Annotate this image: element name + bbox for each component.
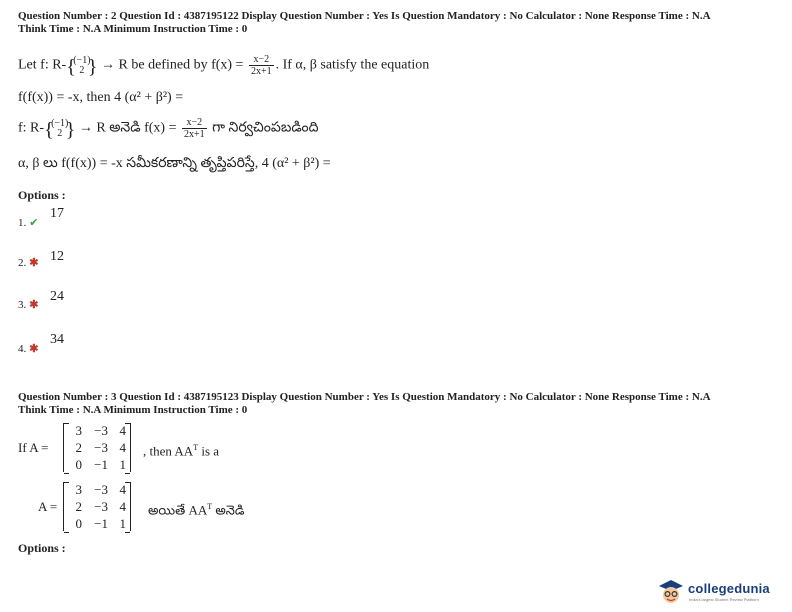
q3-te-lhs: A =: [38, 499, 58, 514]
q2-option-3-number: 3. ✱: [18, 299, 39, 311]
q2-te-mid: → R అనెడి f(x) =: [75, 120, 180, 136]
q2-option-3-value[interactable]: 24: [50, 289, 64, 304]
q2-option-4-number: 4. ✱: [18, 343, 39, 355]
q3-te-rhs: అయితే $AA^T$ అనెడి: [148, 502, 245, 518]
logo-wordmark: collegedunia: [688, 581, 770, 596]
q2-options-label: Options :: [18, 188, 66, 202]
q2-te-fraction: $\frac{x-2}{2x+1}$: [183, 117, 205, 140]
q2-option-1-number: 1. ✔: [18, 217, 39, 229]
wrong-mark-icon: ✱: [29, 343, 39, 355]
q2-option-2-value[interactable]: 12: [50, 249, 64, 264]
q2-en-prefix: Let f: R-: [18, 57, 67, 73]
collegedunia-logo: [656, 577, 786, 607]
q2-english-line1: [18, 54, 429, 77]
q2-option-4-value[interactable]: 34: [50, 332, 64, 347]
q2-header-line2: Think Time : N.A Minimum Instruction Time : 0: [18, 23, 248, 35]
correct-check-icon: ✔: [29, 217, 39, 229]
q3-matrix-english: 3 −3 4 2 −3 4 0 −1 1: [63, 423, 131, 472]
q2-excluded-set: { (−1) 2 }: [66, 56, 97, 76]
q2-english-line2: f(f(x)) = -x, then 4 (α² + β²) =: [18, 90, 184, 105]
q2-option-1-value[interactable]: 17: [50, 206, 64, 221]
graduate-mascot-icon: [656, 577, 686, 607]
q3-matrix-telugu: 3 −3 4 2 −3 4 0 −1 1: [63, 482, 131, 531]
q2-en-suffix: . If α, β satisfy the equation: [275, 57, 430, 73]
q3-header-line2: Think Time : N.A Minimum Instruction Time : 0: [18, 404, 248, 416]
q3-options-label: Options :: [18, 541, 66, 555]
q3-header-line1: Question Number : 3 Question Id : 4387195123 Display Question Number : Yes Is Question Mandatory : No Calculator : None Response Time : N.A: [18, 391, 711, 403]
q2-te-suffix: గా నిర్వచింపబడింది: [208, 120, 319, 136]
q3-en-lhs: If A =: [18, 440, 49, 455]
wrong-mark-icon: ✱: [29, 299, 39, 311]
q2-header-line1: Question Number : 2 Question Id : 4387195122 Display Question Number : Yes Is Question Mandatory : No Calculator : None Response Time : N.A: [18, 10, 711, 22]
q2-fraction: $\frac{x-2}{2x+1}$: [250, 54, 272, 77]
logo-tagline: India's largest Student Review Platform: [689, 597, 759, 602]
q2-telugu-line1: [18, 117, 318, 140]
q2-telugu-line2: α, β లు f(f(x)) = -x సమీకరణాన్ని తృప్తిపరిస్తే, 4 (α² + β²) =: [18, 156, 331, 171]
q2-en-mid: → R be defined by f(x) =: [97, 57, 247, 73]
q2-te-prefix: f: R-: [18, 120, 45, 136]
q2-option-2-number: 2. ✱: [18, 257, 39, 269]
q3-en-rhs: , then $AA^T$ is a: [143, 443, 220, 459]
wrong-mark-icon: ✱: [29, 257, 39, 269]
q2-te-excluded-set: { (−1) 2 }: [44, 119, 75, 139]
